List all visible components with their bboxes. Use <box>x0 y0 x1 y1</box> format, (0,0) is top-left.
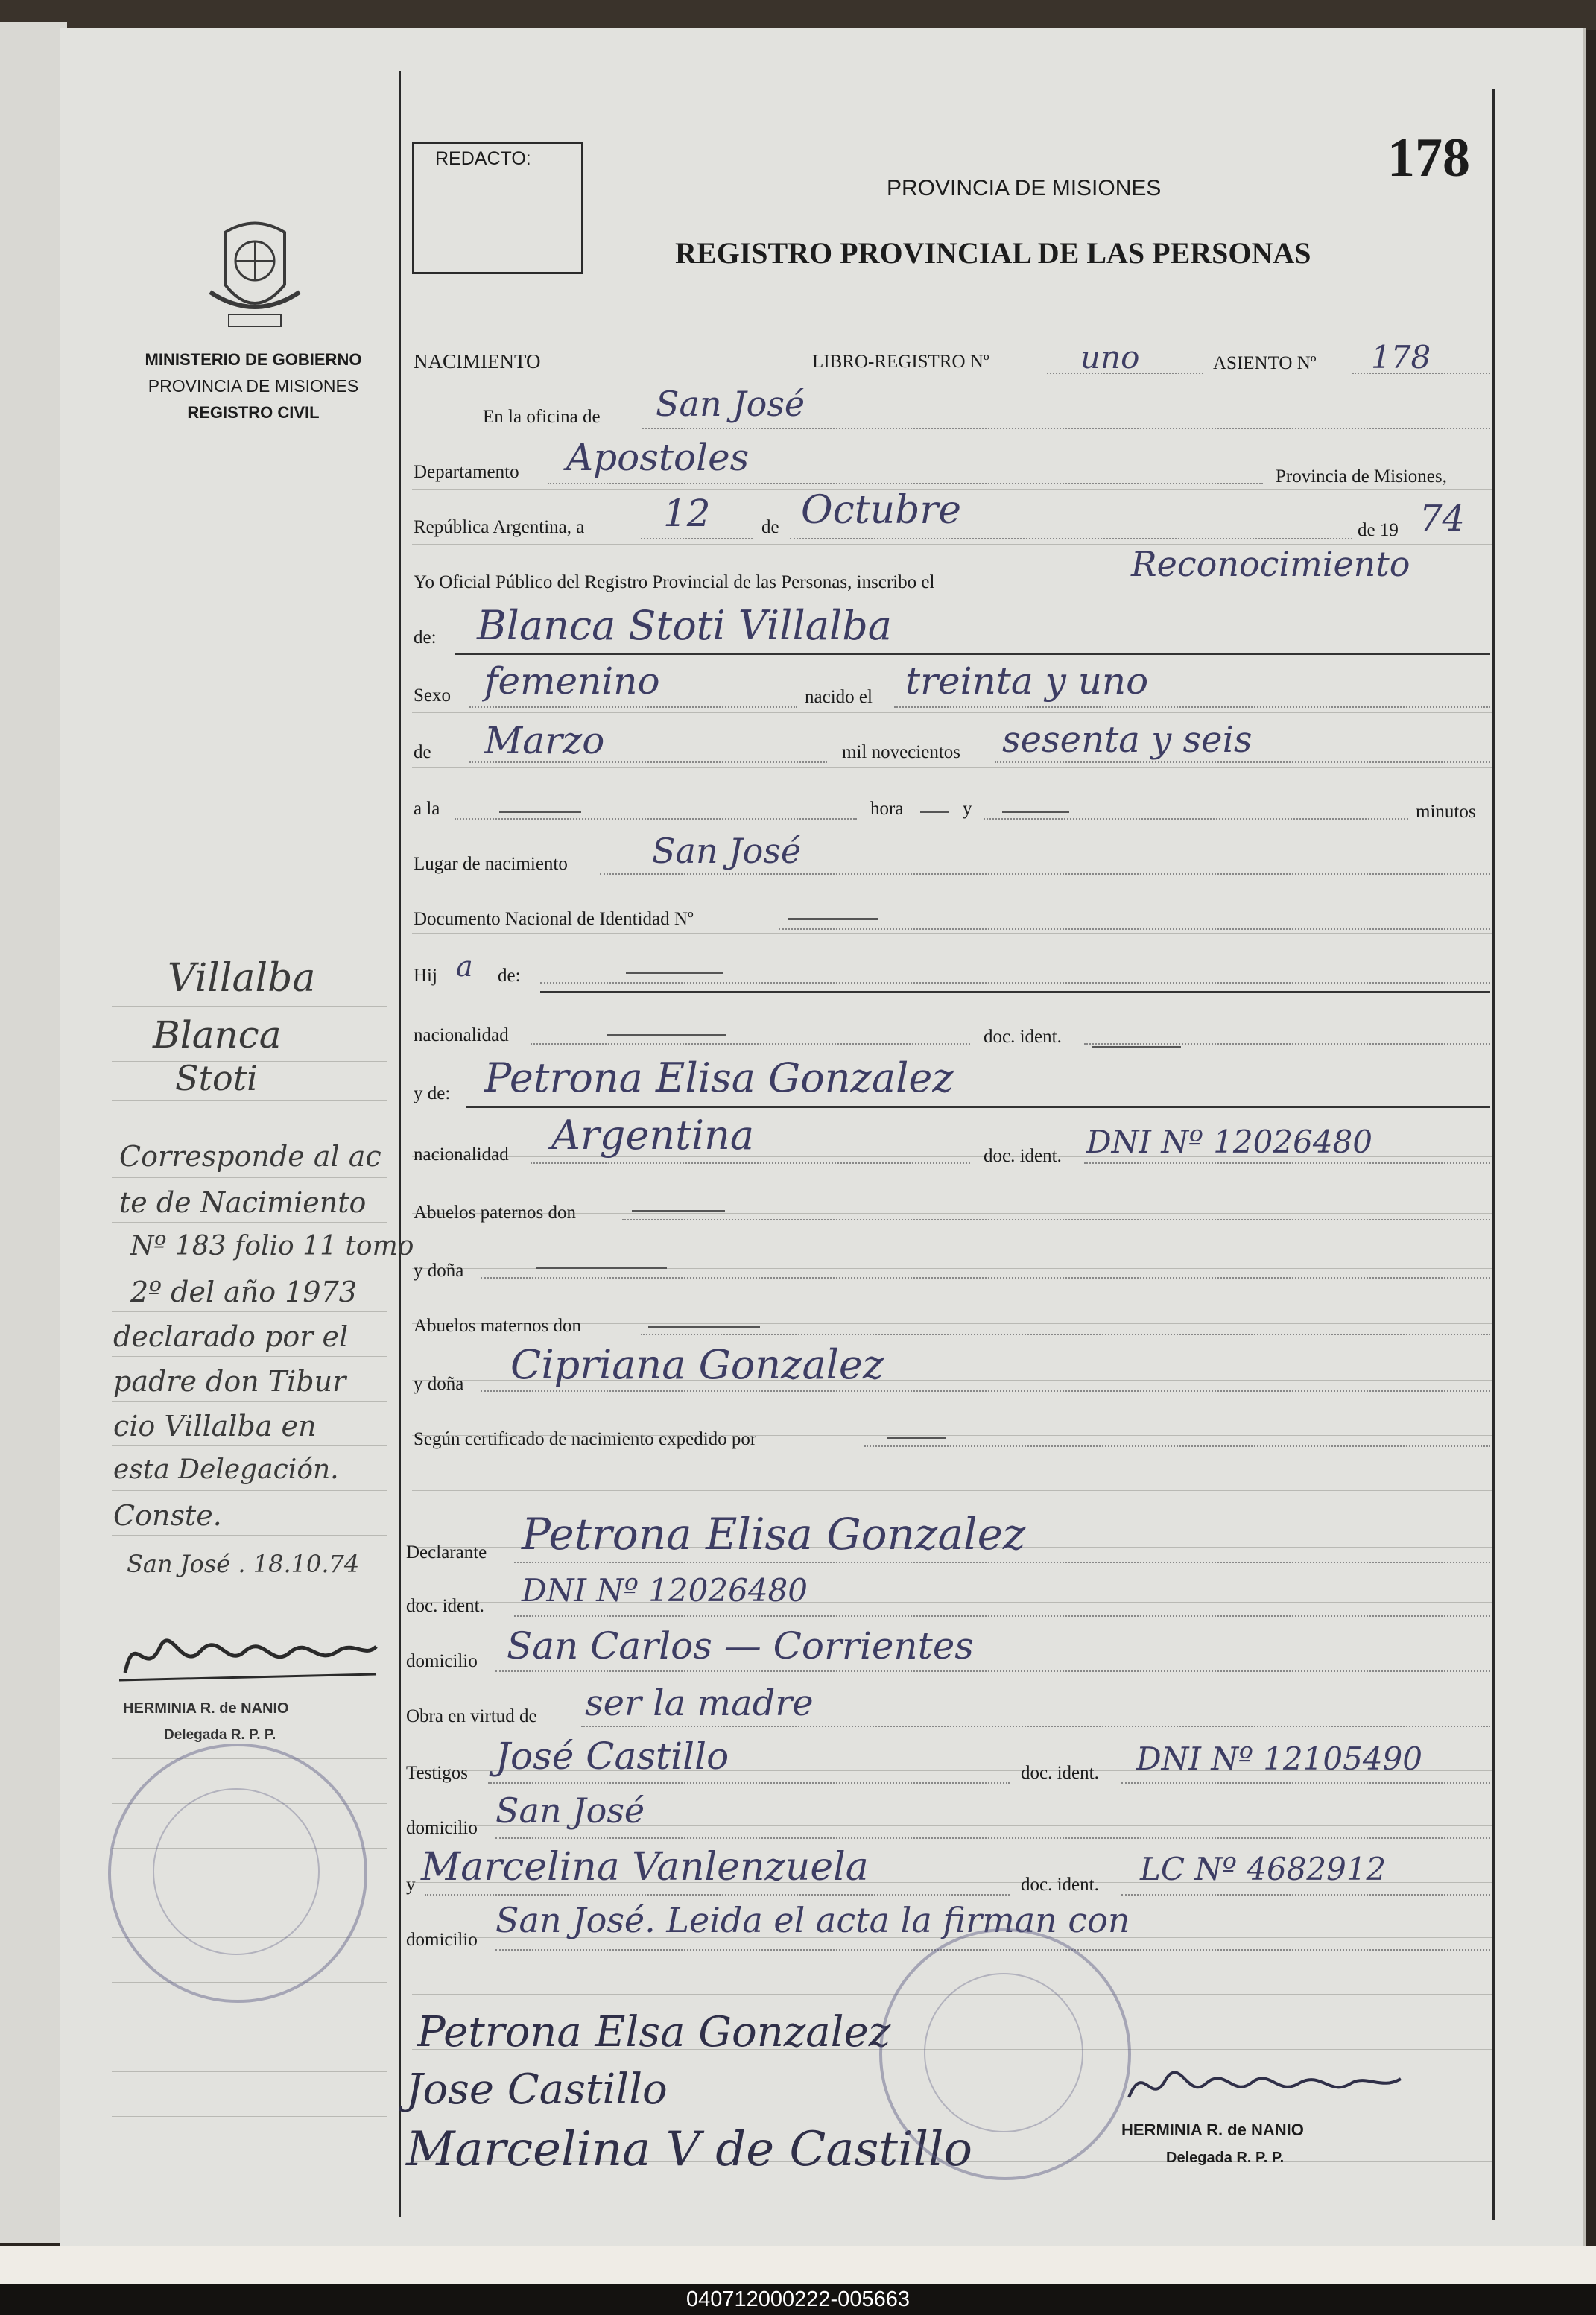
registry-seal-inner-ring <box>924 1973 1083 2132</box>
obra-virtud-value: ser la madre <box>585 1682 814 1724</box>
asiento-label: ASIENTO Nº <box>1213 353 1317 373</box>
domicilio-label: domicilio <box>406 1651 478 1671</box>
nacionalidad-madre-value: Argentina <box>551 1112 755 1159</box>
doc-ident-label: doc. ident. <box>406 1596 484 1616</box>
asiento-value: 178 <box>1371 339 1431 376</box>
domicilio-testigo1-value: San José <box>495 1790 645 1831</box>
y-dona-label: y doña <box>414 1374 464 1394</box>
dotted-line <box>600 873 1490 875</box>
y-label: y <box>406 1875 416 1895</box>
nacionalidad-label: nacionalidad <box>414 1025 509 1045</box>
archive-id: 040712000222-005663 <box>686 2287 910 2311</box>
doc-testigo1-value: DNI Nº 12105490 <box>1136 1741 1422 1777</box>
dotted-line <box>995 761 1490 763</box>
margin-middlename: Stoti <box>175 1058 258 1098</box>
dotted-line <box>1121 1894 1490 1896</box>
anio-nac-value: sesenta y seis <box>1002 719 1253 761</box>
domicilio-label: domicilio <box>406 1818 478 1838</box>
dotted-line <box>481 1277 1490 1279</box>
doc-declarante-value: DNI Nº 12026480 <box>522 1572 808 1609</box>
provincia-misiones-label: Provincia de Misiones, <box>1276 466 1447 487</box>
delegate-signature-scribble <box>1121 2056 1405 2109</box>
ruled-line <box>412 1490 1492 1491</box>
page-number: 178 <box>1387 127 1470 189</box>
hij-label: Hij <box>414 966 437 986</box>
margin-ruled-line <box>112 1100 387 1101</box>
dotted-line <box>514 1615 1490 1617</box>
redacto-label: REDACTO: <box>435 148 531 169</box>
margin-ruled-line <box>112 2071 387 2072</box>
y-dona-label: y doña <box>414 1261 464 1281</box>
margin-signer-name: HERMINIA R. de NANIO <box>123 1700 289 1717</box>
abuela-materna-value: Cipriana Gonzalez <box>510 1341 884 1388</box>
blank-dash <box>788 918 878 920</box>
blank-dash <box>626 972 723 974</box>
yo-oficial-label: Yo Oficial Público del Registro Provincial de las Personas, inscribo el <box>414 572 935 592</box>
de-label: de <box>414 742 431 762</box>
blank-dash <box>499 811 581 813</box>
segun-certificado-label: Según certificado de nacimiento expedido por <box>414 1429 757 1449</box>
dotted-line <box>548 483 1263 484</box>
anio-value: 74 <box>1419 498 1466 539</box>
nacido-el-value: treinta y uno <box>905 659 1149 703</box>
doc-ident-label: doc. ident. <box>1021 1875 1099 1895</box>
margin-note-line: Corresponde al ac <box>119 1140 381 1173</box>
domicilio-label: domicilio <box>406 1930 478 1950</box>
domicilio-declarante-value: San Carlos — Corrientes <box>507 1624 974 1668</box>
ruled-line <box>412 767 1492 768</box>
margin-note-line: Conste. <box>113 1499 222 1532</box>
blank-dash <box>920 811 949 813</box>
margin-note-line: cio Villalba en <box>113 1410 317 1442</box>
dotted-line <box>469 706 797 708</box>
margin-signature-scribble <box>119 1621 380 1684</box>
y-label: y <box>963 799 972 819</box>
dotted-line <box>641 538 753 539</box>
de-colon-label: de: <box>414 627 437 647</box>
background-top <box>0 0 1596 30</box>
declarante-label: Declarante <box>406 1542 487 1562</box>
right-frame-line <box>1492 89 1495 2220</box>
dotted-line <box>1084 1162 1490 1164</box>
ministry-province: PROVINCIA DE MISIONES <box>148 376 359 396</box>
coat-of-arms-icon <box>203 210 307 331</box>
hora-label: hora <box>870 799 904 819</box>
dotted-line <box>425 1894 1010 1896</box>
libro-registro-label: LIBRO-REGISTRO Nº <box>812 352 989 372</box>
doc-ident-label: doc. ident. <box>984 1027 1062 1047</box>
province-heading: PROVINCIA DE MISIONES <box>887 176 1162 200</box>
hij-suffix: a <box>456 950 473 983</box>
blank-dash <box>648 1326 760 1328</box>
margin-seal-inner-ring <box>153 1788 320 1955</box>
dotted-line <box>622 1219 1490 1220</box>
republica-label: República Argentina, a <box>414 517 585 537</box>
dni-label: Documento Nacional de Identidad Nº <box>414 909 694 929</box>
margin-divider-line <box>399 71 401 2217</box>
margin-ruled-line <box>112 1177 387 1178</box>
margin-ruled-line <box>112 1222 387 1223</box>
civil-registry: REGISTRO CIVIL <box>187 403 320 422</box>
bottom-signer-name: HERMINIA R. de NANIO <box>1121 2121 1304 2139</box>
margin-note-line: Nº 183 folio 11 tomo <box>130 1231 414 1261</box>
margin-ruled-line <box>112 1006 387 1007</box>
registry-heading: REGISTRO PROVINCIAL DE LAS PERSONAS <box>675 236 1311 270</box>
abuelos-paternos-label: Abuelos paternos don <box>414 1203 577 1223</box>
dia-value: 12 <box>663 492 711 535</box>
solid-line <box>455 653 1490 655</box>
dotted-line <box>531 1043 970 1045</box>
margin-ruled-line <box>112 1445 387 1446</box>
margin-ruled-line <box>112 1401 387 1402</box>
redacto-box <box>412 142 583 274</box>
margin-note-line: te de Nacimiento <box>119 1186 367 1219</box>
margin-ruled-line <box>112 1356 387 1357</box>
signature-2: Jose Castillo <box>406 2065 668 2114</box>
mes-value: Octubre <box>801 488 962 533</box>
blank-dash <box>1002 811 1069 813</box>
obra-virtud-label: Obra en virtud de <box>406 1706 537 1726</box>
nacionalidad-label: nacionalidad <box>414 1144 509 1165</box>
sexo-value: femenino <box>484 659 660 703</box>
testigos-label: Testigos <box>406 1763 468 1783</box>
doc-testigo2-value: LC Nº 4682912 <box>1140 1851 1387 1887</box>
dotted-line <box>495 1670 1490 1672</box>
dotted-line <box>581 1726 1490 1727</box>
dotted-line <box>642 428 1490 429</box>
solid-line <box>466 1106 1490 1108</box>
mil-novecientos-label: mil novecientos <box>842 742 960 762</box>
blank-dash <box>887 1437 946 1439</box>
doc-madre-value: DNI Nº 12026480 <box>1086 1124 1372 1160</box>
dotted-line <box>894 706 1490 708</box>
margin-note-line: esta Delegación. <box>113 1454 339 1485</box>
dotted-line <box>790 538 1352 539</box>
ruled-line <box>412 933 1492 934</box>
testigo2-value: Marcelina Vanlenzuela <box>421 1845 869 1890</box>
margin-note-line: 2º del año 1973 <box>130 1276 357 1308</box>
dotted-line <box>495 1837 1490 1839</box>
madre-value: Petrona Elisa Gonzalez <box>484 1054 954 1101</box>
margin-firstname: Blanca <box>153 1013 282 1057</box>
sexo-label: Sexo <box>414 685 451 706</box>
bottom-page-edge <box>0 2246 1596 2284</box>
dotted-line <box>1121 1782 1490 1784</box>
dotted-line <box>779 928 1490 930</box>
margin-ruled-line <box>112 2116 387 2117</box>
doc-ident-label: doc. ident. <box>984 1146 1062 1166</box>
blank-dash <box>1092 1046 1181 1048</box>
margin-ruled-line <box>112 1311 387 1312</box>
dotted-line <box>984 818 1408 820</box>
dotted-line <box>1084 1043 1490 1045</box>
dotted-line <box>540 982 1490 984</box>
departamento-value: Apostoles <box>566 436 750 479</box>
mes-nac-value: Marzo <box>484 719 605 762</box>
margin-note-line: declarado por el <box>113 1320 349 1353</box>
margin-ruled-line <box>112 1535 387 1536</box>
bottom-signer-title: Delegada R. P. P. <box>1166 2150 1285 2166</box>
testigo1-value: José Castillo <box>495 1735 729 1778</box>
dotted-line <box>481 1390 1490 1392</box>
signature-1: Petrona Elsa Gonzalez <box>417 2008 891 2056</box>
nombre-value: Blanca Stoti Villalba <box>477 602 892 649</box>
oficina-value: San José <box>656 384 805 424</box>
blank-dash <box>536 1267 667 1269</box>
blank-dash <box>607 1034 726 1036</box>
doc-ident-label: doc. ident. <box>1021 1763 1099 1783</box>
declarante-value: Petrona Elisa Gonzalez <box>522 1509 1026 1559</box>
ministry-name: MINISTERIO DE GOBIERNO <box>145 350 362 369</box>
dotted-line <box>455 818 857 820</box>
nacimiento-label: NACIMIENTO <box>414 350 541 373</box>
libro-value: uno <box>1080 339 1140 376</box>
hij-de-label: de: <box>498 966 521 986</box>
lugar-label: Lugar de nacimiento <box>414 854 568 874</box>
margin-surname: Villalba <box>168 956 316 1001</box>
blank-dash <box>632 1210 725 1212</box>
departamento-label: Departamento <box>414 462 519 482</box>
margin-note-line: padre don Tibur <box>113 1365 346 1398</box>
dotted-line <box>641 1334 1490 1335</box>
solid-line <box>540 991 1490 993</box>
y-de-label: y de: <box>414 1083 451 1103</box>
nacido-el-label: nacido el <box>805 687 873 707</box>
de-19-label: de 19 <box>1358 520 1399 540</box>
dotted-line <box>488 1782 1010 1784</box>
previous-page-edge <box>0 22 67 2243</box>
dotted-line <box>864 1445 1490 1447</box>
dotted-line <box>531 1162 970 1164</box>
abuelos-maternos-label: Abuelos maternos don <box>414 1316 581 1336</box>
a-la-label: a la <box>414 799 440 819</box>
inscribo-value: Reconocimiento <box>1131 544 1410 584</box>
dotted-line <box>514 1562 1490 1563</box>
lugar-value: San José <box>652 831 802 871</box>
domicilio-testigo2-value: San José. Leida el acta la firman con <box>495 1900 1130 1940</box>
minutos-label: minutos <box>1416 802 1476 822</box>
margin-ruled-line <box>112 1490 387 1491</box>
ruled-line <box>412 712 1492 713</box>
margin-note-line: San José . 18.10.74 <box>127 1550 360 1578</box>
oficina-label: En la oficina de <box>483 407 601 427</box>
margin-signer-title: Delegada R. P. P. <box>164 1727 276 1743</box>
de-label: de <box>761 517 779 537</box>
signature-3: Marcelina V de Castillo <box>406 2122 973 2177</box>
